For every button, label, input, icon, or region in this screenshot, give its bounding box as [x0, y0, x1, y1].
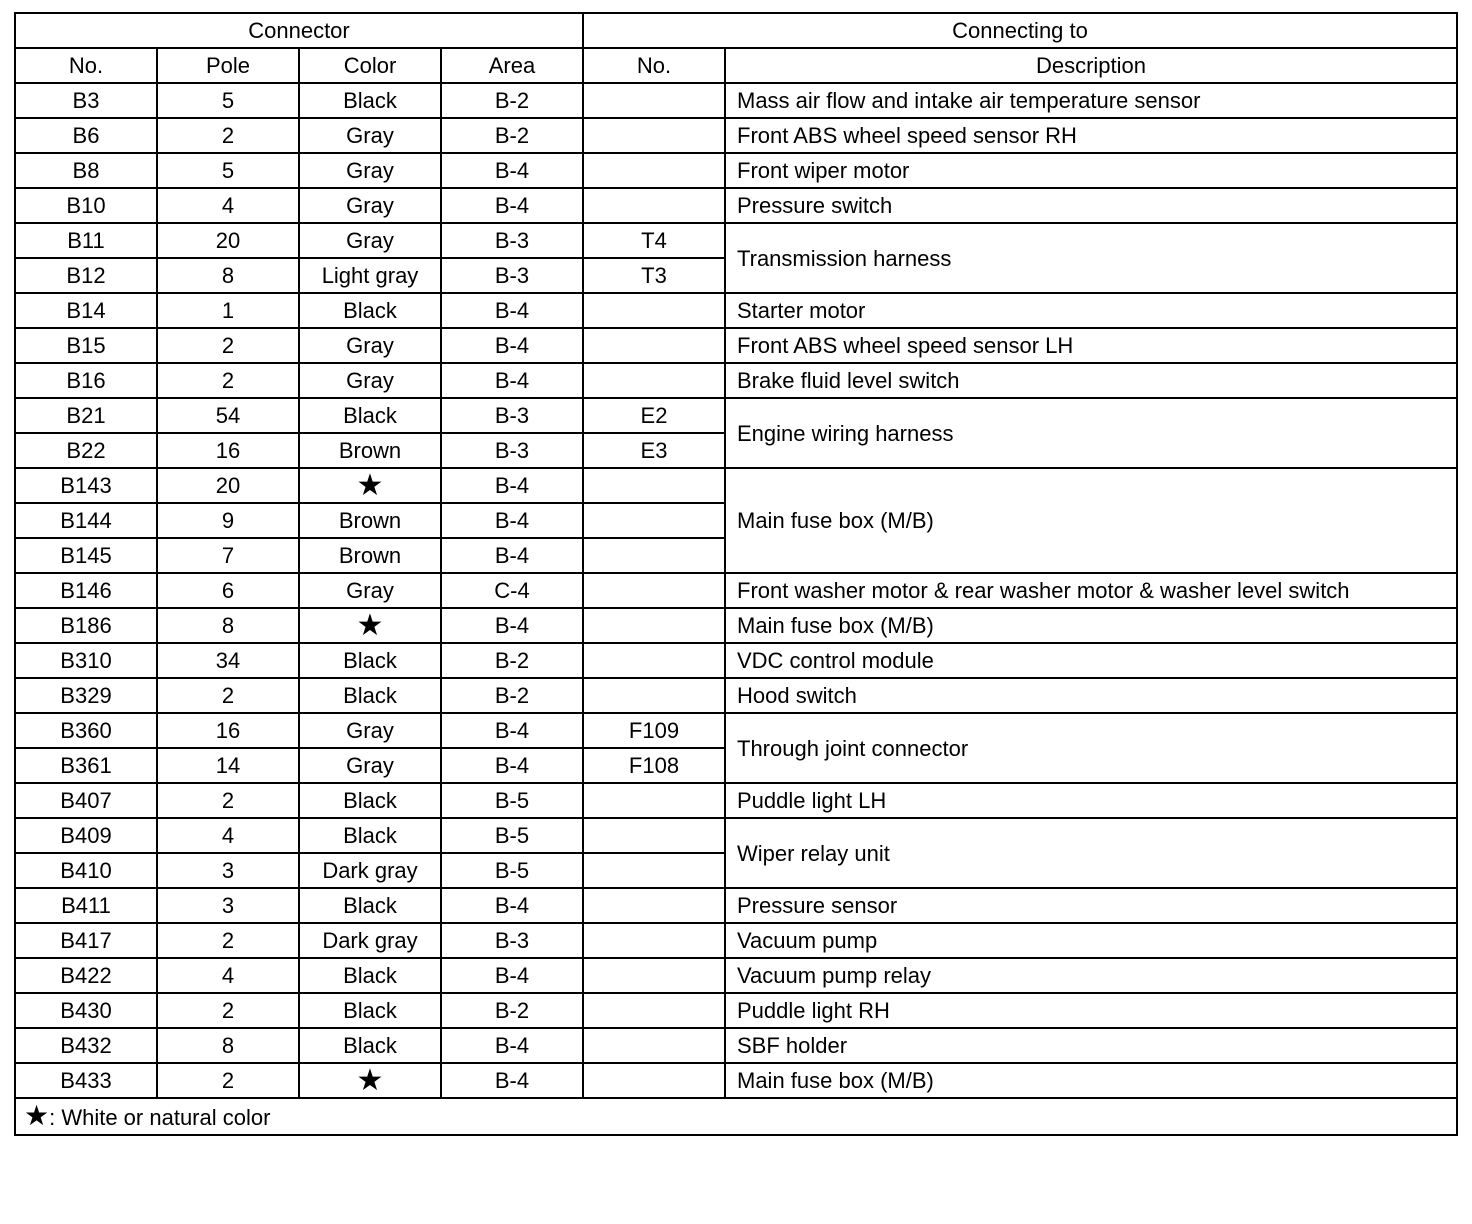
area-cell: B-2 — [441, 678, 583, 713]
connector-no-cell: B310 — [15, 643, 157, 678]
area-cell: B-3 — [441, 258, 583, 293]
description-cell: Wiper relay unit — [725, 818, 1457, 888]
area-cell: B-4 — [441, 538, 583, 573]
color-cell: Brown — [299, 503, 441, 538]
column-header-row — [15, 48, 1457, 83]
description-cell: Through joint connector — [725, 713, 1457, 783]
connecting-no-cell — [583, 1028, 725, 1063]
table-row — [15, 468, 1457, 503]
connecting-no-cell — [583, 818, 725, 853]
connector-no-cell: B410 — [15, 853, 157, 888]
description-cell: Brake fluid level switch — [725, 363, 1457, 398]
color-column-header: Color — [299, 48, 441, 83]
connector-no-cell: B15 — [15, 328, 157, 363]
connecting-no-cell — [583, 153, 725, 188]
area-cell: B-4 — [441, 468, 583, 503]
table-row — [15, 118, 1457, 153]
color-cell: Gray — [299, 188, 441, 223]
connector-no-cell: B417 — [15, 923, 157, 958]
table-row — [15, 713, 1457, 748]
connector-no-cell: B360 — [15, 713, 157, 748]
color-cell: Gray — [299, 713, 441, 748]
area-cell: B-4 — [441, 888, 583, 923]
connector-no-cell: B186 — [15, 608, 157, 643]
table-row — [15, 678, 1457, 713]
pole-cell: 5 — [157, 83, 299, 118]
description-cell: Mass air flow and intake air temperature sensor — [725, 83, 1457, 118]
description-cell: Front ABS wheel speed sensor RH — [725, 118, 1457, 153]
connecting-no-cell — [583, 188, 725, 223]
area-column-header: Area — [441, 48, 583, 83]
pole-cell: 8 — [157, 1028, 299, 1063]
connecting-no-cell — [583, 1063, 725, 1098]
connecting-no-cell — [583, 853, 725, 888]
connecting-no-cell — [583, 783, 725, 818]
table-row — [15, 398, 1457, 433]
connecting-no-cell: F108 — [583, 748, 725, 783]
connecting-no-cell — [583, 468, 725, 503]
connector-no-cell: B409 — [15, 818, 157, 853]
connecting-no-cell — [583, 83, 725, 118]
connecting-no-cell: F109 — [583, 713, 725, 748]
connecting-no-cell — [583, 993, 725, 1028]
connecting-no-cell — [583, 118, 725, 153]
connector-no-cell: B144 — [15, 503, 157, 538]
color-cell: Black — [299, 888, 441, 923]
table-row — [15, 608, 1457, 643]
description-cell: Hood switch — [725, 678, 1457, 713]
pole-cell: 8 — [157, 258, 299, 293]
connecting-no-cell — [583, 678, 725, 713]
area-cell: B-2 — [441, 83, 583, 118]
connector-no-cell: B16 — [15, 363, 157, 398]
table-row — [15, 1028, 1457, 1063]
footnote-row — [15, 1098, 1457, 1135]
pole-column-header: Pole — [157, 48, 299, 83]
connecting-no-cell — [583, 328, 725, 363]
color-cell: Dark gray — [299, 853, 441, 888]
area-cell: B-4 — [441, 188, 583, 223]
group-header-row — [15, 13, 1457, 48]
connecting-no-cell — [583, 643, 725, 678]
description-cell: Front ABS wheel speed sensor LH — [725, 328, 1457, 363]
connector-no-cell: B329 — [15, 678, 157, 713]
description-cell: SBF holder — [725, 1028, 1457, 1063]
connector-no-cell: B14 — [15, 293, 157, 328]
color-cell: Black — [299, 83, 441, 118]
connector-table-container — [14, 12, 1458, 1136]
table-row — [15, 818, 1457, 853]
area-cell: B-4 — [441, 363, 583, 398]
color-cell: Black — [299, 818, 441, 853]
area-cell: B-5 — [441, 818, 583, 853]
connector-no-cell: B146 — [15, 573, 157, 608]
table-row — [15, 923, 1457, 958]
description-cell: Vacuum pump relay — [725, 958, 1457, 993]
pole-cell: 2 — [157, 118, 299, 153]
connecting-no-column-header: No. — [583, 48, 725, 83]
description-cell: Main fuse box (M/B) — [725, 468, 1457, 573]
pole-cell: 20 — [157, 223, 299, 258]
connector-no-cell: B6 — [15, 118, 157, 153]
color-cell: Black — [299, 958, 441, 993]
connecting-no-cell — [583, 573, 725, 608]
pole-cell: 9 — [157, 503, 299, 538]
pole-cell: 4 — [157, 818, 299, 853]
pole-cell: 8 — [157, 608, 299, 643]
pole-cell: 34 — [157, 643, 299, 678]
connector-no-cell: B143 — [15, 468, 157, 503]
color-cell: Gray — [299, 328, 441, 363]
color-cell-star-icon: ★ — [299, 1063, 441, 1098]
color-cell: Black — [299, 993, 441, 1028]
table-row — [15, 223, 1457, 258]
table-row — [15, 888, 1457, 923]
connector-no-cell: B422 — [15, 958, 157, 993]
color-cell: Gray — [299, 748, 441, 783]
description-cell: Main fuse box (M/B) — [725, 1063, 1457, 1098]
area-cell: B-3 — [441, 223, 583, 258]
table-row — [15, 328, 1457, 363]
table-row — [15, 783, 1457, 818]
table-row — [15, 643, 1457, 678]
description-cell: Puddle light LH — [725, 783, 1457, 818]
connector-no-cell: B12 — [15, 258, 157, 293]
area-cell: B-4 — [441, 1028, 583, 1063]
description-cell: Front wiper motor — [725, 153, 1457, 188]
connecting-no-cell: T4 — [583, 223, 725, 258]
area-cell: B-3 — [441, 433, 583, 468]
description-cell: Pressure sensor — [725, 888, 1457, 923]
connecting-no-cell — [583, 363, 725, 398]
connector-no-cell: B411 — [15, 888, 157, 923]
footnote-text: : White or natural color — [49, 1105, 271, 1130]
connecting-no-cell — [583, 538, 725, 573]
description-cell: Engine wiring harness — [725, 398, 1457, 468]
pole-cell: 2 — [157, 678, 299, 713]
pole-cell: 2 — [157, 993, 299, 1028]
color-cell-star-icon: ★ — [299, 608, 441, 643]
area-cell: B-3 — [441, 923, 583, 958]
connecting-no-cell: E3 — [583, 433, 725, 468]
connector-no-cell: B433 — [15, 1063, 157, 1098]
table-row — [15, 573, 1457, 608]
area-cell: B-4 — [441, 608, 583, 643]
pole-cell: 2 — [157, 1063, 299, 1098]
table-row — [15, 153, 1457, 188]
description-cell: Front washer motor & rear washer motor & washer level switch — [725, 573, 1457, 608]
connector-table — [14, 12, 1458, 1136]
area-cell: C-4 — [441, 573, 583, 608]
description-cell: Starter motor — [725, 293, 1457, 328]
pole-cell: 7 — [157, 538, 299, 573]
pole-cell: 16 — [157, 713, 299, 748]
area-cell: B-4 — [441, 503, 583, 538]
table-row — [15, 1063, 1457, 1098]
connecting-no-cell — [583, 923, 725, 958]
color-cell: Black — [299, 398, 441, 433]
color-cell: Brown — [299, 433, 441, 468]
pole-cell: 5 — [157, 153, 299, 188]
pole-cell: 3 — [157, 853, 299, 888]
pole-cell: 2 — [157, 328, 299, 363]
table-row — [15, 993, 1457, 1028]
connecting-no-cell — [583, 608, 725, 643]
connector-no-cell: B432 — [15, 1028, 157, 1063]
table-row — [15, 958, 1457, 993]
description-cell: VDC control module — [725, 643, 1457, 678]
area-cell: B-4 — [441, 713, 583, 748]
color-cell: Dark gray — [299, 923, 441, 958]
pole-cell: 2 — [157, 363, 299, 398]
color-cell: Gray — [299, 118, 441, 153]
color-cell: Gray — [299, 223, 441, 258]
connector-no-cell: B361 — [15, 748, 157, 783]
area-cell: B-4 — [441, 328, 583, 363]
pole-cell: 1 — [157, 293, 299, 328]
star-icon: ★ — [24, 1100, 50, 1131]
table-row — [15, 293, 1457, 328]
color-cell: Black — [299, 783, 441, 818]
color-cell: Black — [299, 1028, 441, 1063]
connecting-no-cell — [583, 293, 725, 328]
pole-cell: 4 — [157, 188, 299, 223]
connector-no-cell: B430 — [15, 993, 157, 1028]
pole-cell: 2 — [157, 923, 299, 958]
pole-cell: 20 — [157, 468, 299, 503]
color-cell: Black — [299, 678, 441, 713]
connector-no-cell: B3 — [15, 83, 157, 118]
connector-group-header: Connector — [15, 13, 583, 48]
pole-cell: 14 — [157, 748, 299, 783]
area-cell: B-2 — [441, 643, 583, 678]
area-cell: B-2 — [441, 993, 583, 1028]
connecting-no-cell: T3 — [583, 258, 725, 293]
area-cell: B-4 — [441, 1063, 583, 1098]
color-cell-star-icon: ★ — [299, 468, 441, 503]
description-column-header: Description — [725, 48, 1457, 83]
description-cell: Transmission harness — [725, 223, 1457, 293]
table-body — [15, 83, 1457, 1098]
connecting-to-group-header: Connecting to — [583, 13, 1457, 48]
pole-cell: 54 — [157, 398, 299, 433]
pole-cell: 2 — [157, 783, 299, 818]
area-cell: B-4 — [441, 153, 583, 188]
pole-cell: 16 — [157, 433, 299, 468]
description-cell: Puddle light RH — [725, 993, 1457, 1028]
connector-no-cell: B10 — [15, 188, 157, 223]
connector-no-cell: B407 — [15, 783, 157, 818]
color-cell: Black — [299, 643, 441, 678]
connecting-no-cell: E2 — [583, 398, 725, 433]
description-cell: Pressure switch — [725, 188, 1457, 223]
color-cell: Gray — [299, 153, 441, 188]
color-cell: Black — [299, 293, 441, 328]
area-cell: B-4 — [441, 293, 583, 328]
area-cell: B-4 — [441, 958, 583, 993]
area-cell: B-2 — [441, 118, 583, 153]
pole-cell: 6 — [157, 573, 299, 608]
area-cell: B-5 — [441, 853, 583, 888]
area-cell: B-5 — [441, 783, 583, 818]
connecting-no-cell — [583, 503, 725, 538]
color-cell: Brown — [299, 538, 441, 573]
color-cell: Gray — [299, 363, 441, 398]
description-cell: Main fuse box (M/B) — [725, 608, 1457, 643]
connecting-no-cell — [583, 888, 725, 923]
connector-no-cell: B145 — [15, 538, 157, 573]
description-cell: Vacuum pump — [725, 923, 1457, 958]
connector-no-cell: B11 — [15, 223, 157, 258]
connecting-no-cell — [583, 958, 725, 993]
pole-cell: 4 — [157, 958, 299, 993]
footnote — [15, 1098, 1457, 1135]
table-row — [15, 363, 1457, 398]
connector-no-cell: B22 — [15, 433, 157, 468]
no-column-header: No. — [15, 48, 157, 83]
color-cell: Light gray — [299, 258, 441, 293]
table-row — [15, 188, 1457, 223]
area-cell: B-3 — [441, 398, 583, 433]
area-cell: B-4 — [441, 748, 583, 783]
connector-no-cell: B21 — [15, 398, 157, 433]
table-row — [15, 83, 1457, 118]
pole-cell: 3 — [157, 888, 299, 923]
color-cell: Gray — [299, 573, 441, 608]
connector-no-cell: B8 — [15, 153, 157, 188]
